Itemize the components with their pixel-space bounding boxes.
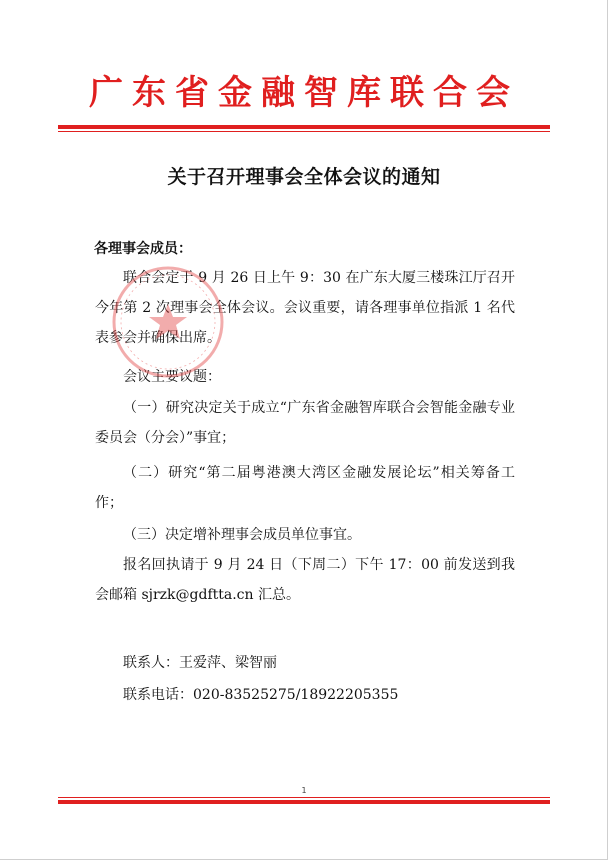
- letterhead-rule-thin: [58, 131, 550, 132]
- footer-rule-thick: [58, 800, 550, 804]
- paragraph-meeting-info: 联合会定于 9 月 26 日上午 9：30 在广东大厦三楼珠江厅召开今年第 2 次理事会全体会议。会议重要，请各理事单位指派 1 名代表参会并确保出席。: [95, 270, 515, 346]
- letterhead-rule-thick: [58, 125, 550, 129]
- paragraph-agenda-item-1: （一）研究决定关于成立“广东省金融智库联合会智能金融专业委员会（分会）”事宜；: [95, 400, 515, 446]
- contact-person: 联系人：王爱萍、梁智丽: [123, 655, 277, 671]
- paragraph-agenda-item-3: （三）决定增补理事会成员单位事宜。: [123, 527, 361, 543]
- page-number: 1: [301, 786, 307, 795]
- paragraph-agenda-item-2: （二）研究“第二届粤港澳大湾区金融发展论坛”相关筹备工作；: [95, 465, 515, 511]
- paragraph-agenda-heading: 会议主要议题：: [123, 369, 221, 385]
- paragraph-registration: 报名回执请于 9 月 24 日（下周二）下午 17：00 前发送到我会邮箱 sjrzk@gdftta.cn 汇总。: [95, 557, 515, 603]
- notice-title: 关于召开理事会全体会议的通知: [167, 166, 441, 188]
- salutation: 各理事会成员：: [94, 241, 192, 257]
- footer-rule-thin: [58, 797, 550, 798]
- contact-phone: 联系电话：020-83525275/18922205355: [123, 687, 399, 703]
- letterhead-title: 广东省金融智库联合会: [89, 73, 519, 113]
